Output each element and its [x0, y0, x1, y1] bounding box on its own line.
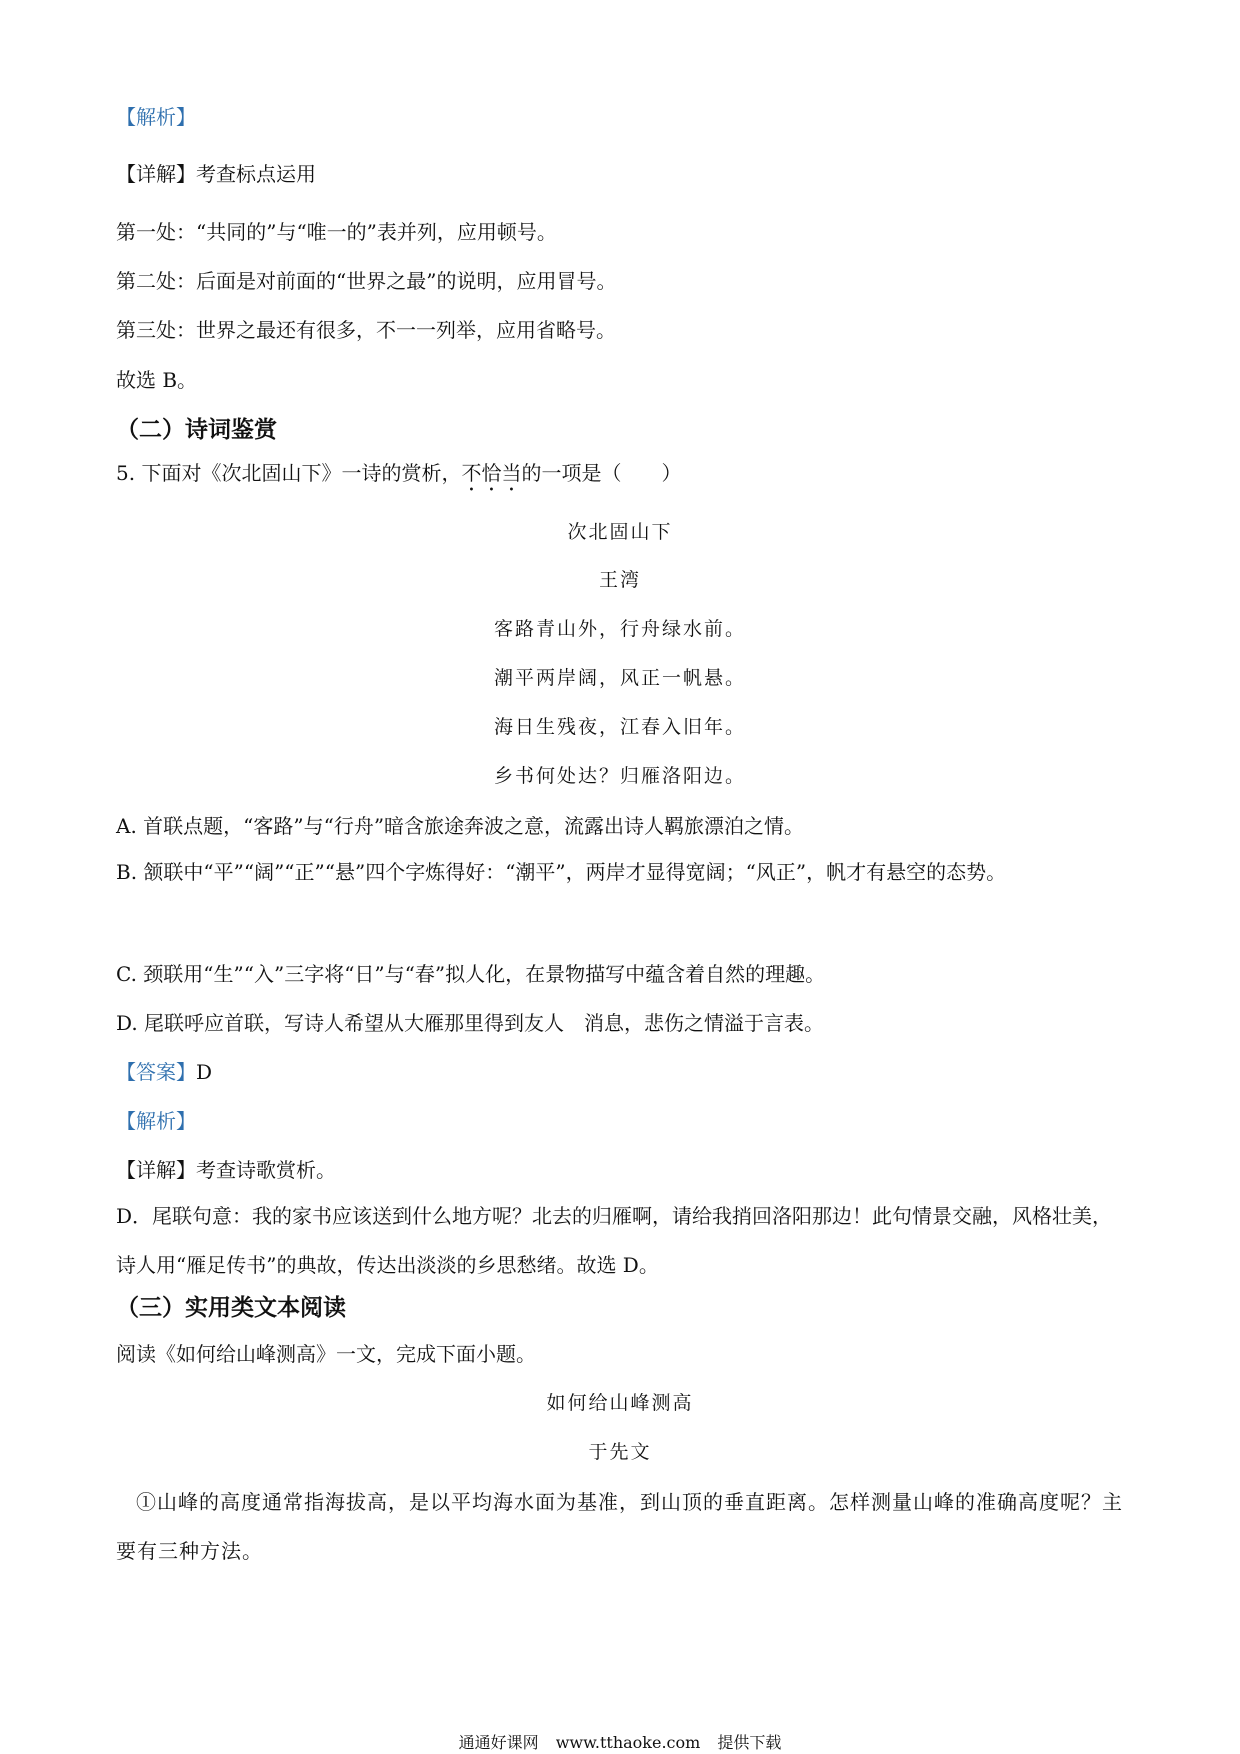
question-prefix: 5. 下面对《次北固山下》一诗的赏析，	[116, 461, 462, 485]
punctuation-point-3: 第三处：世界之最还有很多，不一一列举，应用省略号。	[116, 318, 616, 342]
option-d: D. 尾联呼应首联，写诗人希望从大雁那里得到友人 消息，悲伤之情溢于言表。	[116, 1011, 825, 1035]
detail-line	[116, 1156, 1126, 1184]
question-emphasis: 不恰当	[461, 461, 522, 485]
footer-note: 提供下载	[717, 1733, 782, 1752]
page-footer	[0, 1733, 1240, 1753]
article-paragraph-1: ①山峰的高度通常指海拔高，是以平均海水面为基准，到山顶的垂直距离。怎样测量山峰的准确高度呢？主要有三种方法。	[116, 1490, 1123, 1563]
article-title: 如何给山峰测高	[546, 1392, 694, 1414]
poem-line: 乡书何处达？归雁洛阳边。	[493, 765, 746, 787]
analysis-tag: 【解析】	[116, 1109, 196, 1133]
question-5	[116, 459, 1126, 496]
analysis-tag: 【解析】	[116, 105, 196, 129]
answer-line	[116, 1058, 1126, 1086]
option-a: A. 首联点题，“客路”与“行舟”暗含旅途奔波之意，流露出诗人羁旅漂泊之情。	[116, 814, 805, 838]
footer-url[interactable]: www.tthaoke.com	[555, 1733, 701, 1752]
detail-line	[116, 160, 1126, 188]
conclusion-text: 故选 B。	[116, 368, 198, 392]
poem-author: 王湾	[598, 569, 641, 591]
reading-intro: 阅读《如何给山峰测高》一文，完成下面小题。	[116, 1342, 536, 1366]
option-c: C. 颈联用“生”“入”三字将“日”与“春”拟人化，在景物描写中蕴含着自然的理趣。	[116, 962, 826, 986]
detail-tag: 【详解】	[116, 162, 196, 186]
section-heading-poetry: （二）诗词鉴赏	[116, 416, 277, 443]
option-b: B. 颔联中“平”“阔”“正”“悬”四个字炼得好：“潮平”，两岸才显得宽阔；“风正”，帆才有悬空的态势。	[116, 860, 1007, 884]
detail-text: 考查标点运用	[196, 162, 316, 186]
poem-line: 海日生残夜，江春入旧年。	[493, 716, 746, 738]
poem-line: 潮平两岸阔，风正一帆悬。	[493, 667, 746, 689]
poem-title: 次北固山下	[567, 521, 673, 543]
section-heading-practical: （三）实用类文本阅读	[116, 1294, 346, 1321]
answer-value: D	[196, 1060, 213, 1084]
detail-tag: 【详解】	[116, 1158, 196, 1182]
answer-tag: 【答案】	[116, 1060, 196, 1084]
footer-site-name: 通通好课网	[458, 1733, 539, 1752]
poem-line: 客路青山外，行舟绿水前。	[493, 618, 746, 640]
article-author: 于先文	[588, 1441, 652, 1463]
question-suffix: 的一项是（ ）	[521, 461, 682, 485]
punctuation-point-1: 第一处：“共同的”与“唯一的”表并列，应用顿号。	[116, 220, 557, 244]
punctuation-point-2: 第二处：后面是对前面的“世界之最”的说明，应用冒号。	[116, 269, 617, 293]
detail-text: 考查诗歌赏析。	[196, 1158, 336, 1182]
explanation-text: D．尾联句意：我的家书应该送到什么地方呢？北去的归雁啊，请给我捎回洛阳那边！此句情景交融，风格壮美，诗人用“雁足传书”的典故，传达出淡淡的乡思愁绪。故选 D。	[116, 1204, 1113, 1277]
